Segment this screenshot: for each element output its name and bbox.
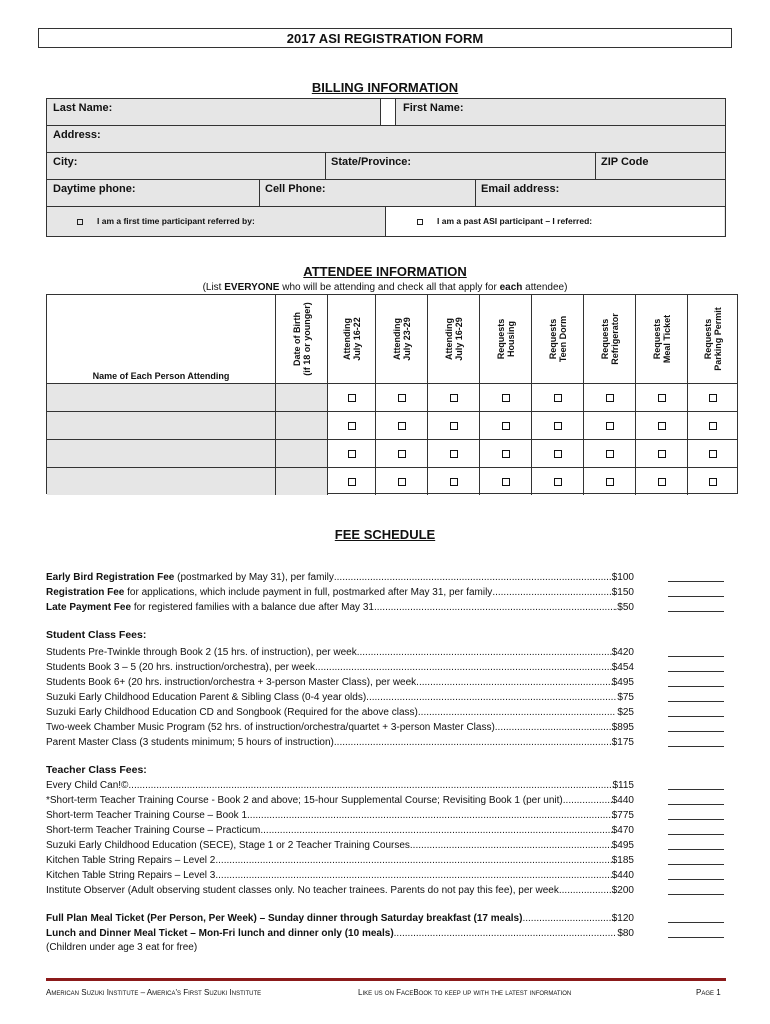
column-header-label <box>600 313 620 365</box>
footer-center: Like us on FaceBook to keep up with the latest information <box>358 988 572 997</box>
fee-price: $420 <box>611 647 634 658</box>
fee-label: Suzuki Early Childhood Education (SECE), Stage 1 or 2 Teacher Training Courses <box>46 840 410 851</box>
attendee-option-cell <box>635 384 687 411</box>
fee-line <box>46 720 616 735</box>
column-header-line: Date of Birth <box>291 312 302 367</box>
fee-line <box>46 705 616 720</box>
attendee-option-cell <box>531 412 583 439</box>
attendee-option-cell <box>375 412 427 439</box>
column-header-line: Parking Permit <box>712 307 723 371</box>
fee-price: $185 <box>611 855 634 866</box>
attendee-option-cell <box>479 384 531 411</box>
fee-price: $775 <box>611 810 634 821</box>
column-header-label <box>496 319 516 360</box>
fee-line <box>46 868 616 883</box>
checkbox-icon[interactable] <box>502 394 510 402</box>
fee-line <box>46 926 616 941</box>
daytime-phone-field[interactable]: Daytime phone: <box>53 183 136 195</box>
attendee-row <box>47 411 737 439</box>
fee-label: Suzuki Early Childhood Education CD and Songbook (Required for the above class) <box>46 707 418 718</box>
zip-field[interactable]: ZIP Code <box>601 156 649 168</box>
checkbox-icon[interactable] <box>554 422 562 430</box>
fee-line <box>46 735 616 750</box>
attendee-dob-input[interactable] <box>275 384 327 411</box>
column-header <box>427 295 479 383</box>
checkbox-icon[interactable] <box>450 422 458 430</box>
fee-label: Kitchen Table String Repairs – Level 2 <box>46 855 216 866</box>
attendee-name-input[interactable] <box>47 468 275 495</box>
checkbox-icon[interactable] <box>658 394 666 402</box>
fee-amount-blank[interactable] <box>668 853 724 865</box>
fee-amount-blank[interactable] <box>668 690 724 702</box>
checkbox-icon[interactable] <box>606 478 614 486</box>
last-name-field[interactable]: Last Name: <box>53 102 113 114</box>
fee-line <box>46 793 616 808</box>
column-header <box>479 295 531 383</box>
column-header-line: July 16-22 <box>351 317 362 361</box>
fee-label: Students Pre-Twinkle through Book 2 (15 hrs. of instruction), per week <box>46 647 357 658</box>
fee-label: Lunch and Dinner Meal Ticket – Mon-Fri lunch and dinner only (10 meals) <box>46 928 394 939</box>
first-time-option[interactable] <box>71 213 261 242</box>
fee-line <box>46 838 616 853</box>
billing-heading: BILLING INFORMATION <box>311 80 459 95</box>
checkbox-icon[interactable] <box>606 422 614 430</box>
column-header-label <box>342 317 362 361</box>
checkbox-icon[interactable] <box>709 394 717 402</box>
attendee-row <box>47 383 737 411</box>
name-header: Name of Each Person Attending <box>92 371 230 381</box>
checkbox-icon[interactable] <box>348 422 356 430</box>
checkbox-icon[interactable] <box>348 450 356 458</box>
column-header-line: Meal Ticket <box>661 314 672 364</box>
column-header <box>327 295 375 383</box>
column-header-line: Attending <box>443 318 454 360</box>
billing-row-name <box>47 99 725 126</box>
checkbox-icon[interactable] <box>502 422 510 430</box>
attendee-option-cell <box>427 412 479 439</box>
attendee-option-cell <box>687 468 737 495</box>
attendee-name-input[interactable] <box>47 384 275 411</box>
checkbox-icon[interactable] <box>450 394 458 402</box>
fee-label: Registration Fee for applications, which include payment in full, postmarked after May 31, per family <box>46 587 493 598</box>
attendee-option-cell <box>327 440 375 467</box>
column-header-line: Teen Dorm <box>557 315 568 363</box>
fee-line <box>46 778 616 793</box>
attendee-option-cell <box>635 440 687 467</box>
fee-label: Short-term Teacher Training Course – Practicum <box>46 825 261 836</box>
checkbox-icon[interactable] <box>709 422 717 430</box>
attendee-option-cell <box>479 412 531 439</box>
column-header <box>531 295 583 383</box>
fee-price: $80 <box>617 928 634 939</box>
checkbox-icon[interactable] <box>348 478 356 486</box>
fee-line <box>46 823 616 838</box>
fee-line <box>46 911 616 926</box>
attendee-option-cell <box>583 384 635 411</box>
column-header-label <box>444 317 464 361</box>
attendee-option-cell <box>375 440 427 467</box>
attendee-option-cell <box>531 440 583 467</box>
checkbox-icon[interactable] <box>709 478 717 486</box>
fee-price: $115 <box>612 780 634 791</box>
footer-page: Page 1 <box>696 988 721 997</box>
state-field[interactable]: State/Province: <box>331 156 412 168</box>
fee-amount-blank[interactable] <box>668 883 724 895</box>
attendee-option-cell <box>327 384 375 411</box>
checkbox-icon[interactable] <box>658 478 666 486</box>
column-header-line: Housing <box>505 321 516 358</box>
fee-line <box>46 690 616 705</box>
column-header-line: Attending <box>391 318 402 360</box>
fee-line <box>46 570 616 585</box>
fee-label: Suzuki Early Childhood Education Parent & Sibling Class (0-4 year olds) <box>46 692 367 703</box>
column-header-label <box>292 302 312 376</box>
fee-line <box>46 675 616 690</box>
column-header-label <box>652 315 672 363</box>
column-header <box>275 295 327 383</box>
checkbox-icon[interactable] <box>658 450 666 458</box>
first-time-label: I am a first time participant referred by: <box>97 216 255 226</box>
fee-amount-blank[interactable] <box>668 720 724 732</box>
attendee-option-cell <box>531 468 583 495</box>
attendee-option-cell <box>375 468 427 495</box>
fee-amount-blank[interactable] <box>668 911 724 923</box>
children-note: (Children under age 3 eat for free) <box>46 942 198 953</box>
fee-price: $25 <box>617 707 634 718</box>
checkbox-icon[interactable] <box>398 394 406 402</box>
fee-line <box>46 600 616 615</box>
attendee-option-cell <box>327 468 375 495</box>
fee-amount-blank[interactable] <box>668 705 724 717</box>
fee-amount-blank[interactable] <box>668 645 724 657</box>
column-header-line: Requests <box>651 318 662 360</box>
fee-price: $440 <box>611 870 634 881</box>
checkbox-icon[interactable] <box>348 394 356 402</box>
fee-price: .$50 <box>614 602 634 613</box>
checkbox-icon[interactable] <box>606 394 614 402</box>
column-header-line: Attending <box>341 318 352 360</box>
attendee-option-cell <box>327 412 375 439</box>
checkbox-icon[interactable] <box>417 219 423 225</box>
checkbox-icon[interactable] <box>450 450 458 458</box>
attendee-option-cell <box>375 384 427 411</box>
footer-divider <box>46 978 726 981</box>
fee-amount-blank[interactable] <box>668 868 724 880</box>
attendee-option-cell <box>635 412 687 439</box>
fee-amount-blank[interactable] <box>668 793 724 805</box>
checkbox-icon[interactable] <box>709 450 717 458</box>
fee-label: Full Plan Meal Ticket (Per Person, Per Week) – Sunday dinner through Saturday breakfast (17 meals) <box>46 913 523 924</box>
fee-amount-blank[interactable] <box>668 735 724 747</box>
attendee-dob-input[interactable] <box>275 440 327 467</box>
column-header-line: Requests <box>495 318 506 360</box>
fee-label: Early Bird Registration Fee (postmarked by May 31), per family <box>46 572 334 583</box>
fee-amount-blank[interactable] <box>668 808 724 820</box>
attendee-option-cell <box>479 468 531 495</box>
attendee-option-cell <box>687 440 737 467</box>
attendee-dob-input[interactable] <box>275 468 327 495</box>
column-header-label <box>703 307 723 371</box>
column-header <box>687 295 737 383</box>
attendee-table <box>46 294 738 494</box>
fee-price: $895 <box>611 722 634 733</box>
billing-row-phone <box>47 180 725 207</box>
past-participant-option[interactable] <box>411 213 598 242</box>
fee-price: $75 <box>617 692 634 703</box>
attendee-option-cell <box>583 468 635 495</box>
fee-line <box>46 585 616 600</box>
column-header-line: Refrigerator <box>609 313 620 365</box>
fee-label: Late Payment Fee for registered families with a balance due after May 31 <box>46 602 374 613</box>
column-header-line: Requests <box>702 318 713 360</box>
fee-price: $440 <box>611 795 634 806</box>
fee-price: $100 <box>611 572 634 583</box>
attendee-option-cell <box>687 384 737 411</box>
attendee-row <box>47 439 737 467</box>
checkbox-icon[interactable] <box>554 394 562 402</box>
checkbox-icon[interactable] <box>398 422 406 430</box>
attendee-option-cell <box>583 412 635 439</box>
fee-price: $175 <box>611 737 634 748</box>
fee-price: $150 <box>611 587 634 598</box>
billing-table <box>46 98 726 237</box>
column-header-line: July 23-29 <box>401 317 412 361</box>
fee-label: Students Book 6+ (20 hrs. instruction/orchestra + 3-person Master Class), per week <box>46 677 417 688</box>
footer-left: American Suzuki Institute – America's First Suzuki Institute <box>46 988 262 997</box>
fee-line <box>46 645 616 660</box>
attendee-dob-input[interactable] <box>275 412 327 439</box>
fee-amount-blank[interactable] <box>668 675 724 687</box>
column-header-line: Requests <box>547 318 558 360</box>
fee-line <box>46 853 616 868</box>
column-header <box>583 295 635 383</box>
attendee-option-cell <box>427 440 479 467</box>
fee-line <box>46 808 616 823</box>
attendee-option-cell <box>635 468 687 495</box>
column-header-label <box>548 316 568 362</box>
column-header <box>635 295 687 383</box>
checkbox-icon[interactable] <box>554 450 562 458</box>
fee-amount-blank[interactable] <box>668 660 724 672</box>
cell-phone-field[interactable]: Cell Phone: <box>265 183 326 195</box>
fee-price: $200 <box>611 885 634 896</box>
city-field[interactable]: City: <box>53 156 78 168</box>
address-field[interactable]: Address: <box>53 129 101 141</box>
checkbox-icon[interactable] <box>502 450 510 458</box>
fee-label: Two-week Chamber Music Program (52 hrs. of instruction/orchestra/quartet + 3-person Master Class) <box>46 722 495 733</box>
billing-row-city <box>47 153 725 180</box>
column-header <box>375 295 427 383</box>
attendee-subtitle: (List EVERYONE who will be attending and check all that apply for each attendee) <box>202 282 568 293</box>
attendee-option-cell <box>427 468 479 495</box>
fee-heading: FEE SCHEDULE <box>334 527 436 542</box>
attendee-option-cell <box>583 440 635 467</box>
fee-line <box>46 660 616 675</box>
fee-price: $454 <box>611 662 634 673</box>
column-header-label <box>392 317 412 361</box>
fee-price: $470 <box>611 825 634 836</box>
checkbox-icon[interactable] <box>554 478 562 486</box>
attendee-option-cell <box>427 384 479 411</box>
checkbox-icon[interactable] <box>398 450 406 458</box>
billing-row-referral <box>47 207 725 236</box>
column-header-line: July 16-29 <box>453 317 464 361</box>
attendee-name-input[interactable] <box>47 412 275 439</box>
fee-line <box>46 883 616 898</box>
fee-label: *Short-term Teacher Training Course - Book 2 and above; 15-hour Supplemental Course; Revisiting Book 1 (per unit) <box>46 795 563 806</box>
fee-label: Students Book 3 – 5 (20 hrs. instruction/orchestra), per week <box>46 662 316 673</box>
checkbox-icon[interactable] <box>502 478 510 486</box>
name-header-cell <box>47 295 275 383</box>
name-separator <box>380 99 396 125</box>
checkbox-icon[interactable] <box>606 450 614 458</box>
form-title: 2017 ASI REGISTRATION FORM <box>38 28 732 48</box>
fee-label: Institute Observer (Adult observing student classes only. No teacher trainees. Parents do not pay this fee), per week <box>46 885 559 896</box>
checkbox-icon[interactable] <box>450 478 458 486</box>
billing-row-address <box>47 126 725 153</box>
fee-price: $495 <box>611 677 634 688</box>
fee-price: $495 <box>611 840 634 851</box>
checkbox-icon[interactable] <box>77 219 83 225</box>
fee-amount-blank[interactable] <box>668 600 724 612</box>
checkbox-icon[interactable] <box>398 478 406 486</box>
first-name-field[interactable]: First Name: <box>403 102 464 114</box>
fee-amount-blank[interactable] <box>668 570 724 582</box>
fee-label: Every Child Can!© <box>46 780 129 791</box>
attendee-option-cell <box>531 384 583 411</box>
column-header-line: (if 18 or younger) <box>301 302 312 376</box>
attendee-heading: ATTENDEE INFORMATION <box>303 264 467 279</box>
attendee-name-input[interactable] <box>47 440 275 467</box>
fee-subheading: Student Class Fees: <box>46 629 147 641</box>
column-header-line: Requests <box>599 318 610 360</box>
fee-label: Kitchen Table String Repairs – Level 3 <box>46 870 216 881</box>
fee-amount-blank[interactable] <box>668 838 724 850</box>
attendee-row <box>47 467 737 495</box>
attendee-option-cell <box>479 440 531 467</box>
email-field[interactable]: Email address: <box>481 183 560 195</box>
fee-amount-blank[interactable] <box>668 778 724 790</box>
fee-subheading: Teacher Class Fees: <box>46 764 147 776</box>
attendee-option-cell <box>687 412 737 439</box>
fee-label: Parent Master Class (3 students minimum; 5 hours of instruction) <box>46 737 334 748</box>
fee-price: $120 <box>611 913 634 924</box>
fee-label: Short-term Teacher Training Course – Book 1 <box>46 810 248 821</box>
past-participant-label: I am a past ASI participant – I referred: <box>437 216 593 226</box>
fee-amount-blank[interactable] <box>668 926 724 938</box>
checkbox-icon[interactable] <box>658 422 666 430</box>
fee-amount-blank[interactable] <box>668 823 724 835</box>
fee-amount-blank[interactable] <box>668 585 724 597</box>
